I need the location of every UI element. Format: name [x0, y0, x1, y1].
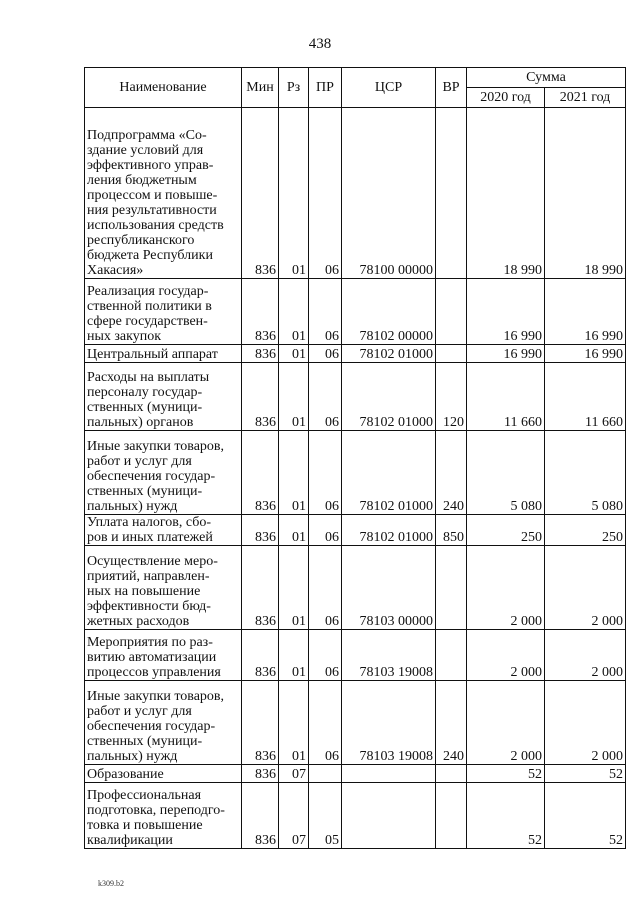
row-name-line: республиканского: [87, 233, 195, 248]
row-name: [85, 783, 242, 849]
row-name-line: подготовка, переподго-: [87, 803, 225, 818]
row-sum-2021: 11 660: [545, 363, 626, 431]
row-name-line: ственной политики в: [87, 299, 212, 314]
row-sum-2021: 2 000: [545, 546, 626, 630]
row-csr: 78102 01000: [342, 431, 436, 515]
row-name-line: ственных (муници-: [87, 734, 203, 749]
row-name-line: работ и услуг для: [87, 704, 192, 719]
row-rz: 01: [279, 515, 309, 546]
table-row: [85, 108, 626, 279]
row-name-line: Реализация государ-: [87, 284, 209, 299]
row-name-line: процессом и повыше-: [87, 188, 218, 203]
row-sum-2021: 16 990: [545, 279, 626, 345]
row-name-line: Центральный аппарат: [87, 347, 218, 362]
row-min: 836: [242, 431, 279, 515]
row-name-line: квалификации: [87, 833, 173, 848]
row-sum-2021: 2 000: [545, 681, 626, 765]
row-name-line: жетных расходов: [87, 614, 190, 629]
row-name-line: приятий, направлен-: [87, 569, 210, 584]
row-sum-2021: 5 080: [545, 431, 626, 515]
header-vr: ВР: [436, 68, 467, 108]
row-name-line: эффективности бюд-: [87, 599, 211, 614]
row-vr: [436, 630, 467, 681]
row-rz: 07: [279, 783, 309, 849]
row-rz: 01: [279, 108, 309, 279]
row-sum-2021: 52: [545, 765, 626, 783]
row-vr: 120: [436, 363, 467, 431]
row-rz: 01: [279, 279, 309, 345]
row-csr: 78103 00000: [342, 546, 436, 630]
row-min: 836: [242, 279, 279, 345]
row-sum-2020: 2 000: [467, 546, 545, 630]
row-name-line: ных на повышение: [87, 584, 201, 599]
row-name: [85, 345, 242, 363]
row-sum-2020: 16 990: [467, 345, 545, 363]
row-rz: 01: [279, 431, 309, 515]
row-min: 836: [242, 681, 279, 765]
row-name-line: эффективного управ-: [87, 158, 214, 173]
row-pr: 06: [309, 515, 342, 546]
row-name-line: Образование: [87, 767, 164, 782]
row-min: 836: [242, 363, 279, 431]
table-row: [85, 546, 626, 630]
header-pr: ПР: [309, 68, 342, 108]
row-name-line: обеспечения государ-: [87, 719, 216, 734]
row-name-line: ров и иных платежей: [87, 530, 213, 545]
row-sum-2020: 11 660: [467, 363, 545, 431]
row-sum-2020: 18 990: [467, 108, 545, 279]
row-name-line: ственных (муници-: [87, 484, 203, 499]
row-pr: 06: [309, 546, 342, 630]
row-sum-2021: 2 000: [545, 630, 626, 681]
row-rz: 01: [279, 546, 309, 630]
table-row: [85, 363, 626, 431]
row-name-line: обеспечения государ-: [87, 469, 216, 484]
row-name-line: бюджета Республики: [87, 248, 213, 263]
row-csr: 78102 00000: [342, 279, 436, 345]
row-min: 836: [242, 630, 279, 681]
header-year-2020: 2020 год: [467, 88, 545, 108]
footer-code: k309.b2: [98, 879, 124, 888]
row-name-line: использования средств: [87, 218, 224, 233]
row-name-line: пальных) нужд: [87, 749, 178, 764]
table-row: [85, 345, 626, 363]
row-vr: [436, 765, 467, 783]
row-pr: 06: [309, 681, 342, 765]
row-name-line: Осуществление меро-: [87, 554, 218, 569]
page-number: 438: [308, 36, 332, 52]
row-name-line: Подпрограмма «Со-: [87, 128, 207, 143]
row-name-line: Иные закупки товаров,: [87, 689, 225, 704]
row-pr: 06: [309, 108, 342, 279]
table-body: [85, 108, 626, 849]
row-pr: 05: [309, 783, 342, 849]
row-name: [85, 108, 242, 279]
row-name: [85, 363, 242, 431]
row-sum-2020: 52: [467, 765, 545, 783]
row-name: [85, 681, 242, 765]
row-sum-2020: 2 000: [467, 681, 545, 765]
row-csr: 78100 00000: [342, 108, 436, 279]
row-min: 836: [242, 108, 279, 279]
row-name-line: ления бюджетным: [87, 173, 197, 188]
row-min: 836: [242, 783, 279, 849]
row-pr: 06: [309, 363, 342, 431]
table-row: [85, 630, 626, 681]
row-name-line: сфере государствен-: [87, 314, 208, 329]
row-sum-2020: 250: [467, 515, 545, 546]
row-vr: 240: [436, 681, 467, 765]
row-pr: [309, 765, 342, 783]
row-name-line: Хакасия»: [87, 263, 144, 278]
row-pr: 06: [309, 630, 342, 681]
row-name-line: персоналу государ-: [87, 385, 203, 400]
row-name-line: пальных) нужд: [87, 499, 178, 514]
row-name-line: пальных) органов: [87, 415, 194, 430]
table-row: [85, 783, 626, 849]
row-sum-2020: 2 000: [467, 630, 545, 681]
row-vr: [436, 546, 467, 630]
table-row: [85, 279, 626, 345]
row-name-line: Расходы на выплаты: [87, 370, 210, 385]
row-sum-2021: 52: [545, 783, 626, 849]
row-csr: [342, 765, 436, 783]
table-row: [85, 515, 626, 546]
row-rz: 07: [279, 765, 309, 783]
row-sum-2021: 16 990: [545, 345, 626, 363]
header-csr: ЦСР: [342, 68, 436, 108]
row-sum-2021: 250: [545, 515, 626, 546]
header-min: Мин: [242, 68, 279, 108]
row-name-line: Иные закупки товаров,: [87, 439, 225, 454]
row-vr: [436, 108, 467, 279]
row-name: [85, 630, 242, 681]
table-row: [85, 681, 626, 765]
row-vr: 240: [436, 431, 467, 515]
row-name-line: процессов управления: [87, 665, 221, 680]
row-vr: [436, 783, 467, 849]
row-name-line: ственных (муници-: [87, 400, 203, 415]
row-name: [85, 765, 242, 783]
header-name: Наименование: [85, 68, 242, 108]
header-year-2021: 2021 год: [545, 88, 626, 108]
row-name: [85, 515, 242, 546]
row-csr: 78102 01000: [342, 345, 436, 363]
header-rz: Рз: [279, 68, 309, 108]
row-name-line: здание условий для: [87, 143, 204, 158]
row-name: [85, 279, 242, 345]
row-name-line: работ и услуг для: [87, 454, 192, 469]
row-csr: 78103 19008: [342, 681, 436, 765]
row-min: 836: [242, 515, 279, 546]
table-row: [85, 765, 626, 783]
row-min: 836: [242, 546, 279, 630]
row-min: 836: [242, 345, 279, 363]
row-csr: 78103 19008: [342, 630, 436, 681]
row-name-line: товка и повышение: [87, 818, 203, 833]
row-sum-2020: 52: [467, 783, 545, 849]
row-name: [85, 431, 242, 515]
row-rz: 01: [279, 345, 309, 363]
row-rz: 01: [279, 681, 309, 765]
row-min: 836: [242, 765, 279, 783]
table-row: [85, 431, 626, 515]
row-sum-2020: 5 080: [467, 431, 545, 515]
row-pr: 06: [309, 345, 342, 363]
row-name: [85, 546, 242, 630]
row-name-line: Уплата налогов, сбо-: [87, 515, 212, 530]
row-sum-2021: 18 990: [545, 108, 626, 279]
header-sum: Сумма: [467, 68, 626, 88]
row-rz: 01: [279, 630, 309, 681]
row-name-line: витию автоматизации: [87, 650, 217, 665]
row-name-line: Профессиональная: [87, 788, 202, 803]
row-csr: 78102 01000: [342, 363, 436, 431]
row-pr: 06: [309, 431, 342, 515]
row-vr: 850: [436, 515, 467, 546]
budget-table: [84, 67, 626, 849]
row-rz: 01: [279, 363, 309, 431]
row-vr: [436, 345, 467, 363]
row-pr: 06: [309, 279, 342, 345]
row-csr: 78102 01000: [342, 515, 436, 546]
row-name-line: Мероприятия по раз-: [87, 635, 213, 650]
row-csr: [342, 783, 436, 849]
row-name-line: ния результативности: [87, 203, 217, 218]
row-name-line: ных закупок: [87, 329, 162, 344]
row-sum-2020: 16 990: [467, 279, 545, 345]
row-vr: [436, 279, 467, 345]
